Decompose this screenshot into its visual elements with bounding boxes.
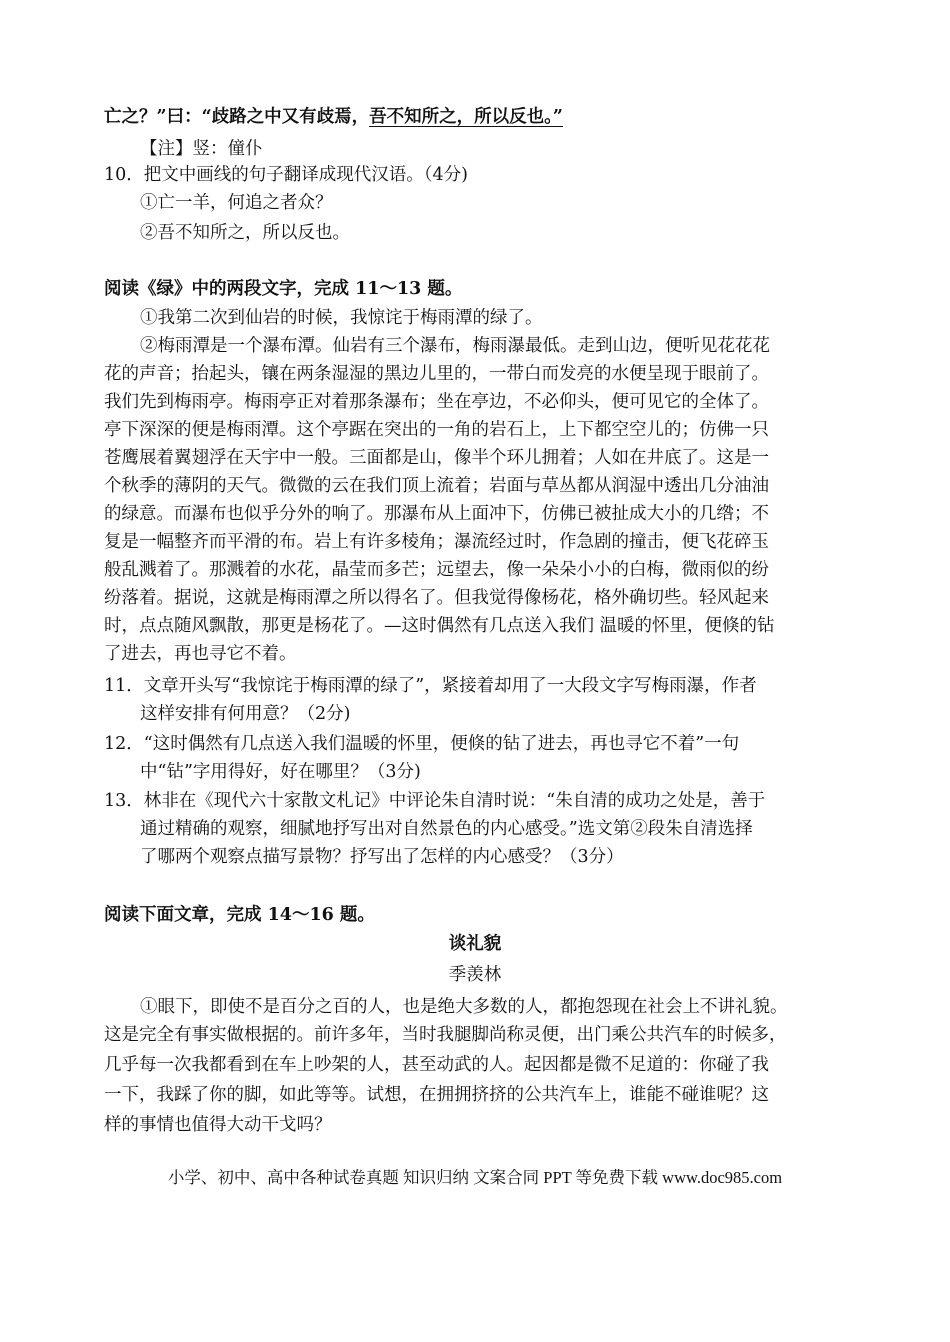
- passage-line: 时，点点随风飘散，那更是杨花了。—这时偶然有几点送入我们 温暖的怀里，便倏的钻: [104, 616, 775, 636]
- question-10-item-2: ②吾不知所之，所以反也。: [140, 223, 350, 243]
- passage-line: 苍鹰展着翼翅浮在天宇中一般。三面都是山，像半个环儿拥着；人如在井底了。这是一: [104, 448, 769, 468]
- section-heading-lu: 阅读《绿》中的两段文字，完成 11～13 题。: [104, 279, 463, 299]
- article-author: 季羡林: [448, 965, 502, 985]
- question-12-cont: 中“钻”字用得好，好在哪里？（3分): [140, 762, 421, 782]
- article-line: 这是完全有事实做根据的。前许多年，当时我腿脚尚称灵便，出门乘公共汽车的时候多，: [104, 1025, 787, 1045]
- passage-line: ②梅雨潭是一个瀑布潭。仙岩有三个瀑布，梅雨瀑最低。走到山边，便听见花花花: [140, 336, 770, 356]
- underlined-sentence: 吾不知所之，所以反也。”: [369, 107, 563, 127]
- passage-line: 我们先到梅雨亭。梅雨亭正对着那条瀑布；坐在亭边，不必仰头，便可见它的全体了。: [104, 392, 769, 412]
- question-11-cont: 这样安排有何用意？（2分): [140, 704, 351, 724]
- question-13-cont: 通过精确的观察，细腻地抒写出对自然景色的内心感受。”选文第②段朱自清选择: [140, 819, 753, 839]
- passage-line: 了进去，再也寻它不着。: [104, 644, 297, 664]
- question-10: 10．把文中画线的句子翻译成现代汉语。（4分): [104, 165, 468, 185]
- passage-line: 个秋季的薄阴的天气。微微的云在我们顶上流着；岩面与草丛都从润湿中透出几分油油: [104, 476, 769, 496]
- question-10-item-1: ①亡一羊，何追之者众？: [140, 193, 333, 213]
- page-footer: 小学、初中、高中各种试卷真题 知识归纳 文案合同 PPT 等免费下载 www.doc985.com: [167, 1168, 783, 1187]
- article-line: ①眼下，即使不是百分之百的人，也是绝大多数的人，都抱怨现在社会上不讲礼貌。: [140, 997, 788, 1017]
- question-11: 11．文章开头写“我惊诧于梅雨潭的绿了”，紧接着却用了一大段文字写梅雨瀑，作者: [104, 676, 757, 696]
- question-12: 12．“这时偶然有几点送入我们温暖的怀里，便倏的钻了进去，再也寻它不着”一句: [104, 734, 740, 754]
- article-line: 几乎每一次我都看到在车上吵架的人，甚至动武的人。起因都是微不足道的：你碰了我: [104, 1055, 769, 1075]
- question-13: 13．林非在《现代六十家散文札记》中评论朱自清时说：“朱自清的成功之处是，善于: [104, 791, 766, 811]
- article-title: 谈礼貌: [448, 934, 502, 954]
- passage-line: 亭下深深的便是梅雨潭。这个亭踞在突出的一角的岩石上，上下都空空儿的；仿佛一只: [104, 420, 769, 440]
- article-line: 一下，我踩了你的脚，如此等等。试想，在拥拥挤挤的公共汽车上，谁能不碰谁呢？这: [104, 1085, 769, 1105]
- annotation-note: 【注】竖：僮仆: [140, 139, 263, 159]
- fragment-line: [104, 104, 563, 130]
- passage-line: 纷落着。据说，这就是梅雨潭之所以得名了。但我觉得像杨花，格外确切些。轻风起来: [104, 588, 769, 608]
- fragment-text: 亡之？”曰：“歧路之中又有歧焉，: [104, 107, 370, 127]
- passage-line: 般乱溅着了。那溅着的水花，晶莹而多芒；远望去，像一朵朵小小的白梅，微雨似的纷: [104, 560, 769, 580]
- passage-line: 花的声音；抬起头，镶在两条湿湿的黑边儿里的，一带白而发亮的水便呈现于眼前了。: [104, 364, 769, 384]
- question-13-cont: 了哪两个观察点描写景物？抒写出了怎样的内心感受？（3分）: [140, 847, 624, 867]
- passage-line: ①我第二次到仙岩的时候，我惊诧于梅雨潭的绿了。: [140, 308, 543, 328]
- section-heading-limao: 阅读下面文章，完成 14～16 题。: [104, 905, 375, 925]
- passage-line: 复是一幅整齐而平滑的布。岩上有许多棱角；瀑流经过时，作急剧的撞击，便飞花碎玉: [104, 532, 769, 552]
- article-line: 样的事情也值得大动干戈吗？: [104, 1115, 332, 1135]
- passage-line: 的绿意。而瀑布也似乎分外的响了。那瀑布从上面冲下，仿佛已被扯成大小的几绺；不: [104, 504, 769, 524]
